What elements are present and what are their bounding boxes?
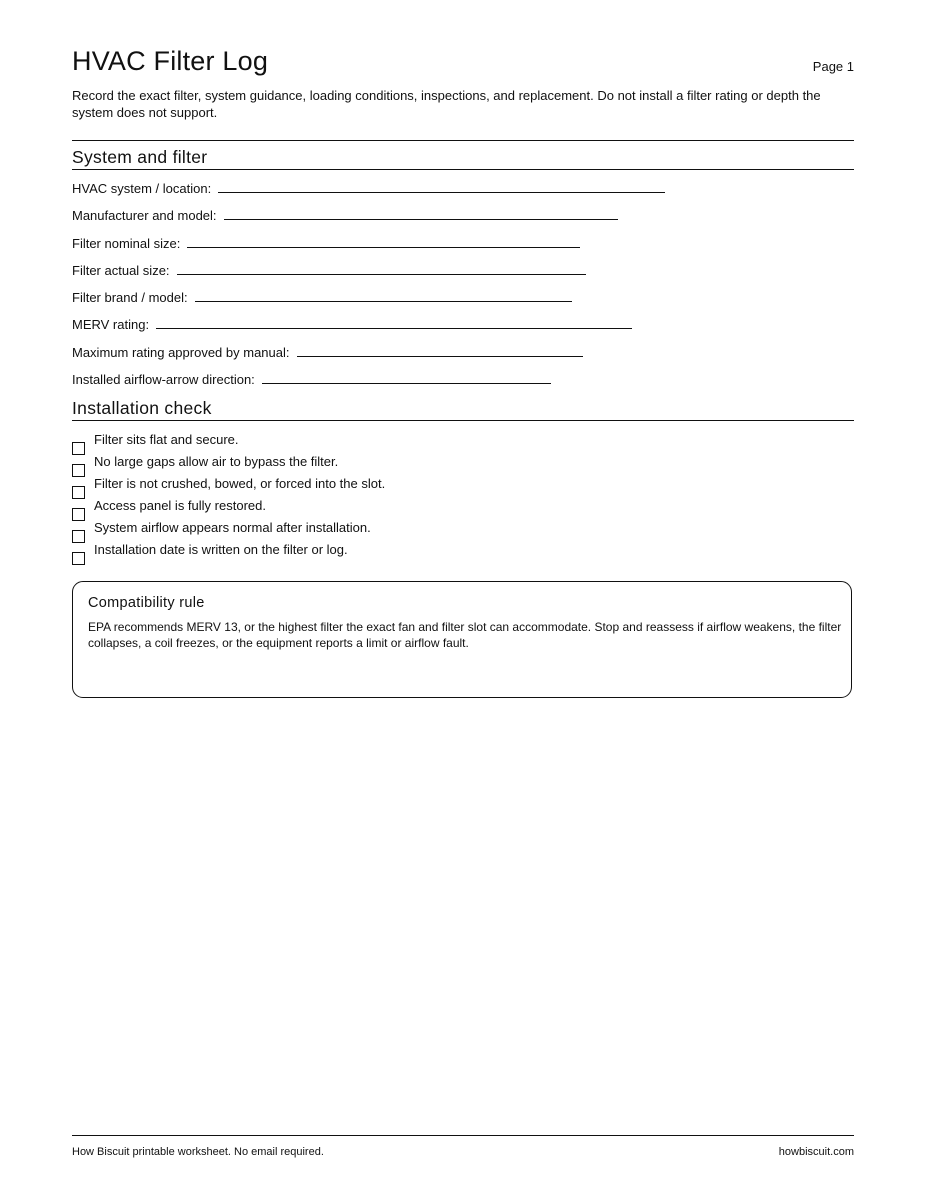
footer-divider — [72, 1135, 854, 1136]
write-in-line[interactable] — [297, 343, 583, 357]
system-fields — [72, 179, 665, 397]
intro-text: Record the exact filter, system guidance, loading conditions, inspections, and replacement. Do not install a filter rating or depth the system does not support. — [72, 88, 821, 120]
field-label: Installed airflow-arrow direction: — [72, 372, 255, 388]
field-airflow-direction — [72, 370, 665, 397]
check-label: Filter sits flat and secure. — [94, 432, 239, 447]
check-label: Filter is not crushed, bowed, or forced into the slot. — [94, 476, 386, 491]
checkbox[interactable] — [72, 508, 85, 521]
footer-note: How Biscuit printable worksheet. No email required. — [72, 1146, 324, 1158]
field-brand-model — [72, 288, 665, 315]
write-in-line[interactable] — [224, 206, 618, 220]
header-divider — [72, 140, 854, 141]
check-label: Installation date is written on the filter or log. — [94, 542, 348, 557]
field-nominal-size — [72, 234, 665, 261]
field-label: Filter brand / model: — [72, 290, 188, 306]
write-in-line[interactable] — [156, 315, 632, 329]
field-actual-size — [72, 261, 665, 288]
write-in-line[interactable] — [218, 179, 665, 193]
field-label: HVAC system / location: — [72, 181, 212, 196]
page-number: Page 1 — [812, 59, 854, 74]
checkbox[interactable] — [72, 464, 85, 477]
checkbox[interactable] — [72, 552, 85, 565]
checkbox[interactable] — [72, 486, 85, 499]
field-manufacturer-model — [72, 206, 665, 233]
compatibility-callout — [72, 581, 852, 698]
field-label: Filter nominal size: — [72, 235, 181, 251]
field-label: Filter actual size: — [72, 262, 170, 278]
write-in-line[interactable] — [187, 234, 580, 248]
write-in-line[interactable] — [195, 288, 572, 302]
section-title-installation: Installation check — [72, 397, 854, 421]
write-in-line[interactable] — [177, 261, 586, 275]
page-title: HVAC Filter Log — [72, 46, 269, 76]
field-hvac-system — [72, 179, 665, 206]
check-label: No large gaps allow air to bypass the filter. — [94, 454, 339, 469]
check-label: Access panel is fully restored. — [94, 498, 266, 513]
check-label: System airflow appears normal after installation. — [94, 520, 371, 535]
field-merv-rating — [72, 315, 665, 342]
callout-body: EPA recommends MERV 13, or the highest filter the exact fan and filter slot can accommodate. Stop and reassess if airflow weakens, the filter collapses, a coil freezes, or the equipment reports a limit or airflow fault. — [88, 620, 842, 650]
checkbox[interactable] — [72, 442, 85, 455]
field-max-rating — [72, 343, 665, 370]
write-in-line[interactable] — [262, 370, 551, 384]
field-label: MERV rating: — [72, 317, 150, 333]
section-title-system: System and filter — [72, 146, 854, 170]
callout-title: Compatibility rule — [88, 595, 205, 611]
checkbox[interactable] — [72, 530, 85, 543]
field-label: Maximum rating approved by manual: — [72, 344, 290, 360]
footer-site-link[interactable]: howbiscuit.com — [778, 1146, 854, 1158]
field-label: Manufacturer and model: — [72, 208, 217, 224]
